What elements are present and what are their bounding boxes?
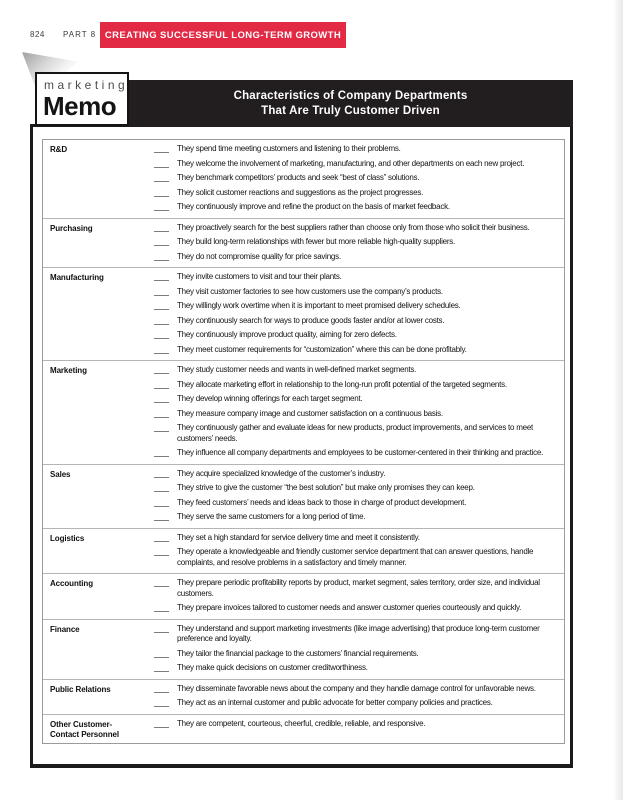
checklist-item bbox=[145, 200, 564, 215]
blank-fill-line bbox=[154, 624, 169, 633]
item-text: They influence all company departments and employees to be customer-centered in their thinking and practice. bbox=[177, 448, 544, 457]
checklist-item bbox=[145, 407, 564, 422]
department-label: Logistics bbox=[50, 533, 85, 543]
item-text: They study customer needs and wants in well-defined market segments. bbox=[177, 365, 417, 374]
marketing-memo-logo bbox=[35, 72, 129, 126]
item-text: They tailor the financial package to the customers’ financial requirements. bbox=[177, 648, 419, 658]
section-row bbox=[43, 619, 564, 679]
department-label: Marketing bbox=[50, 366, 87, 375]
checklist-item bbox=[145, 142, 564, 157]
blank-fill-line bbox=[154, 423, 169, 432]
blank-fill-line bbox=[154, 223, 169, 232]
item-text: They understand and support marketing investments (like image advertising) that produce long-term customer preference and loyalty. bbox=[177, 623, 540, 643]
checklist-item bbox=[145, 171, 564, 186]
blank-fill-line bbox=[154, 483, 169, 492]
checklist-item bbox=[145, 647, 564, 662]
checklist-item bbox=[145, 363, 564, 378]
items-list bbox=[145, 270, 564, 357]
checklist-item bbox=[145, 531, 564, 546]
blank-fill-line bbox=[154, 365, 169, 374]
memo-title-line2: That Are Truly Customer Driven bbox=[261, 105, 440, 117]
checklist-item bbox=[145, 601, 564, 616]
memo-title-bar bbox=[128, 80, 573, 127]
blank-fill-line bbox=[154, 533, 169, 542]
blank-fill-line bbox=[154, 202, 169, 211]
checklist-item bbox=[145, 496, 564, 511]
item-text: They visit customer factories to see how customers use the company’s products. bbox=[177, 286, 443, 296]
item-text: They act as an internal customer and public advocate for better company policies and practices. bbox=[177, 698, 493, 707]
part-label: PART 8 bbox=[63, 30, 97, 39]
blank-fill-line bbox=[154, 144, 169, 153]
blank-fill-line bbox=[154, 578, 169, 587]
item-text: They spend time meeting customers and listening to their problems. bbox=[177, 144, 401, 153]
blank-fill-line bbox=[154, 409, 169, 418]
item-text: They set a high standard for service delivery time and meet it consistently. bbox=[177, 532, 420, 542]
checklist-item bbox=[145, 157, 564, 172]
checklist-item bbox=[145, 510, 564, 525]
blank-fill-line bbox=[154, 316, 169, 325]
blank-fill-line bbox=[154, 719, 169, 728]
blank-fill-line bbox=[154, 663, 169, 672]
checklist-item bbox=[145, 421, 564, 446]
blank-fill-line bbox=[154, 394, 169, 403]
blank-fill-line bbox=[154, 448, 169, 457]
blank-fill-line bbox=[154, 159, 169, 168]
blank-fill-line bbox=[154, 469, 169, 478]
checklist-item bbox=[145, 270, 564, 285]
blank-fill-line bbox=[154, 547, 169, 556]
blank-fill-line bbox=[154, 603, 169, 612]
section-row bbox=[43, 679, 564, 714]
checklist-item bbox=[145, 467, 564, 482]
blank-fill-line bbox=[154, 301, 169, 310]
checklist-item bbox=[145, 545, 564, 570]
checklist-table bbox=[42, 139, 565, 744]
blank-fill-line bbox=[154, 287, 169, 296]
memo-brand-top: marketing bbox=[44, 78, 129, 92]
item-text: They continuously improve product quality, aiming for zero defects. bbox=[177, 330, 397, 339]
blank-fill-line bbox=[154, 380, 169, 389]
item-text: They benchmark competitors’ products and seek “best of class” solutions. bbox=[177, 173, 420, 182]
checklist-item bbox=[145, 285, 564, 300]
items-list bbox=[145, 142, 564, 215]
memo-title-line1: Characteristics of Company Departments bbox=[233, 90, 468, 102]
items-list bbox=[145, 717, 564, 740]
item-text: They do not compromise quality for price savings. bbox=[177, 251, 341, 261]
checklist-item bbox=[145, 328, 564, 343]
department-label: R&D bbox=[50, 145, 68, 154]
checklist-item bbox=[145, 250, 564, 265]
item-text: They solicit customer reactions and suggestions as the project progresses. bbox=[177, 187, 424, 197]
section-row bbox=[43, 218, 564, 268]
item-text: They proactively search for the best suppliers rather than choose only from those who solicit their business. bbox=[177, 222, 530, 232]
blank-fill-line bbox=[154, 698, 169, 707]
blank-fill-line bbox=[154, 252, 169, 261]
checklist-item bbox=[145, 235, 564, 250]
item-text: They disseminate favorable news about the company and they handle damage control for unfavorable news. bbox=[177, 683, 536, 693]
department-label: Manufacturing bbox=[50, 273, 104, 282]
section-row bbox=[43, 714, 564, 743]
item-text: They willingly work overtime when it is important to meet promised delivery schedules. bbox=[177, 301, 461, 310]
checklist-item bbox=[145, 622, 564, 647]
department-label: Public Relations bbox=[50, 684, 111, 694]
item-text: They serve the same customers for a long period of time. bbox=[177, 512, 366, 521]
checklist-item bbox=[145, 696, 564, 711]
section-row bbox=[43, 360, 564, 464]
department-label: Sales bbox=[50, 469, 71, 479]
item-text: They are competent, courteous, cheerful, credible, reliable, and responsive. bbox=[177, 718, 426, 728]
item-text: They make quick decisions on customer creditworthiness. bbox=[177, 663, 368, 672]
checklist-item bbox=[145, 576, 564, 601]
department-label: Finance bbox=[50, 624, 80, 634]
blank-fill-line bbox=[154, 684, 169, 693]
items-list bbox=[145, 682, 564, 711]
item-text: They continuously improve and refine the product on the basis of market feedback. bbox=[177, 202, 450, 211]
part-banner: CREATING SUCCESSFUL LONG-TERM GROWTH bbox=[100, 22, 346, 48]
items-list bbox=[145, 363, 564, 461]
blank-fill-line bbox=[154, 272, 169, 281]
blank-fill-line bbox=[154, 330, 169, 339]
item-text: They feed customers’ needs and ideas back to those in charge of product development. bbox=[177, 497, 467, 507]
page-number: 824 bbox=[30, 30, 45, 39]
checklist-item bbox=[145, 392, 564, 407]
item-text: They operate a knowledgeable and friendly customer service department that can answer questions, handle complaints, and resolve problems in a satisfactory and timely manner. bbox=[177, 547, 534, 567]
checklist-item bbox=[145, 378, 564, 393]
checklist-item bbox=[145, 186, 564, 201]
item-text: They continuously search for ways to produce goods faster and/or at lower costs. bbox=[177, 315, 445, 325]
checklist-item bbox=[145, 299, 564, 314]
memo-brand-bottom: Memo bbox=[43, 91, 117, 122]
checklist-item bbox=[145, 221, 564, 236]
blank-fill-line bbox=[154, 188, 169, 197]
item-text: They prepare invoices tailored to customer needs and answer customer queries courteously and quickly. bbox=[177, 603, 522, 612]
blank-fill-line bbox=[154, 173, 169, 182]
blank-fill-line bbox=[154, 498, 169, 507]
item-text: They prepare periodic profitability reports by product, market segment, sales territory, order size, and individual customers. bbox=[177, 578, 540, 598]
blank-fill-line bbox=[154, 345, 169, 354]
checklist-item bbox=[145, 717, 564, 732]
department-label: Other Customer-Contact Personnel bbox=[50, 719, 119, 739]
checklist-item bbox=[145, 343, 564, 358]
item-text: They strive to give the customer “the best solution” but make only promises they can keep. bbox=[177, 483, 475, 492]
checklist-item bbox=[145, 682, 564, 697]
item-text: They continuously gather and evaluate ideas for new products, product improvements, and services to meet customers’ needs. bbox=[177, 423, 533, 443]
items-list bbox=[145, 531, 564, 571]
section-row bbox=[43, 464, 564, 528]
section-row bbox=[43, 140, 564, 218]
page-edge bbox=[613, 0, 623, 800]
items-list bbox=[145, 576, 564, 616]
blank-fill-line bbox=[154, 649, 169, 658]
item-text: They acquire specialized knowledge of the customer’s industry. bbox=[177, 468, 386, 478]
item-text: They build long-term relationships with fewer but more reliable high-quality suppliers. bbox=[177, 237, 455, 246]
items-list bbox=[145, 622, 564, 676]
department-label: Accounting bbox=[50, 579, 93, 588]
item-text: They develop winning offerings for each target segment. bbox=[177, 394, 363, 403]
item-text: They invite customers to visit and tour their plants. bbox=[177, 272, 342, 281]
checklist-item bbox=[145, 661, 564, 676]
item-text: They meet customer requirements for “customization” where this can be done profitably. bbox=[177, 344, 467, 354]
blank-fill-line bbox=[154, 512, 169, 521]
blank-fill-line bbox=[154, 237, 169, 246]
department-label: Purchasing bbox=[50, 223, 93, 233]
item-text: They measure company image and customer satisfaction on a continuous basis. bbox=[177, 408, 443, 418]
checklist-item bbox=[145, 446, 564, 461]
item-text: They welcome the involvement of marketing, manufacturing, and other departments on each new project. bbox=[177, 158, 525, 168]
checklist-item bbox=[145, 314, 564, 329]
section-row bbox=[43, 528, 564, 574]
section-row bbox=[43, 573, 564, 619]
item-text: They allocate marketing effort in relationship to the long-run profit potential of the targeted segments. bbox=[177, 379, 507, 389]
items-list bbox=[145, 467, 564, 525]
checklist-item bbox=[145, 481, 564, 496]
section-row bbox=[43, 267, 564, 360]
items-list bbox=[145, 221, 564, 265]
